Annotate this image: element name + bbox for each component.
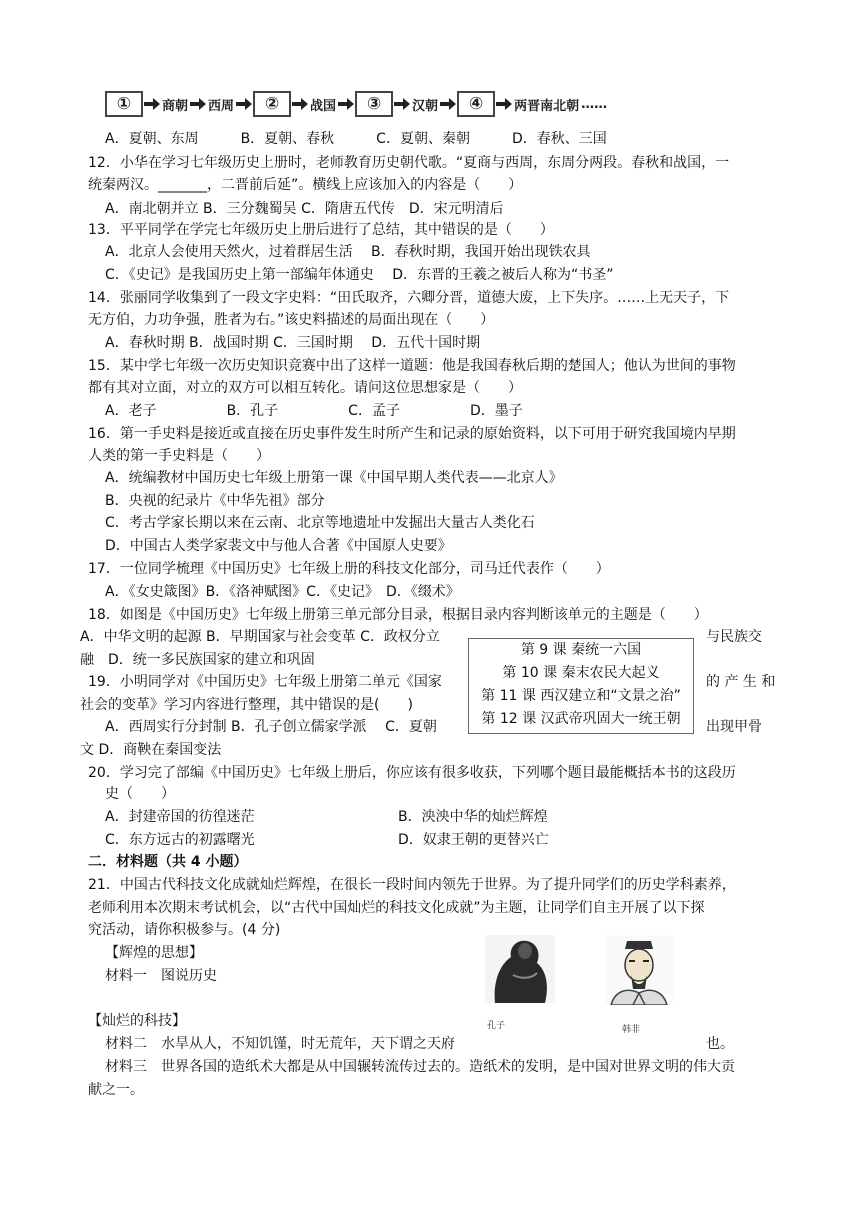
arrow-right-icon bbox=[144, 98, 160, 110]
arrow-right-icon bbox=[236, 98, 252, 110]
q19-options-left: A．西周实行分封制 B．孔子创立儒家学派 C．夏朝 bbox=[105, 719, 437, 735]
catalog-row: 第 12 课 汉武帝巩固大一统王朝 bbox=[481, 711, 681, 727]
confucius-caption: 孔子 bbox=[487, 1021, 506, 1031]
q20-option-a: A．封建帝国的彷徨迷茫 bbox=[105, 809, 255, 825]
catalog-row: 第 10 课 秦末农民大起义 bbox=[502, 665, 660, 681]
q14-stem-line2: 无方伯，力功争强，胜者为右。”该史料描述的局面出现在（ ） bbox=[88, 312, 495, 328]
arrow-right-icon bbox=[338, 98, 354, 110]
q20-stem-line1: 20．学习完了部编《中国历史》七年级上册后，你应该有很多收获，下列哪个题目最能概括本书的这段历 bbox=[88, 765, 736, 781]
flow-blank-4: ④ bbox=[457, 91, 495, 117]
flow-jin-nanbei: 两晋南北朝 bbox=[514, 98, 580, 114]
dynasty-flow-chart bbox=[105, 91, 608, 117]
q12-options: A．南北朝并立 B．三分魏蜀吴 C．隋唐五代传 D．宋元明清后 bbox=[105, 201, 504, 217]
flow-ellipsis: …… bbox=[581, 96, 608, 112]
q15-stem-line1: 15．某中学七年级一次历史知识竞赛中出了这样一道题：他是我国春秋后期的楚国人；他认为世间的事物 bbox=[88, 358, 736, 374]
unit-catalog-box bbox=[468, 638, 694, 734]
q14-options: A．春秋时期 B．战国时期 C．三国时期 D．五代十国时期 bbox=[105, 335, 481, 351]
q21-stem-line3: 究活动，请你积极参与。(4 分) bbox=[88, 922, 281, 938]
q21-heading-thought: 【辉煌的思想】 bbox=[105, 945, 203, 961]
section-title: 二．材料题（共 4 小题） bbox=[88, 854, 248, 870]
flow-han: 汉朝 bbox=[412, 98, 439, 114]
catalog-row: 第 11 课 西汉建立和“文景之治” bbox=[481, 688, 681, 704]
q13-stem: 13．平平同学在学完七年级历史上册后进行了总结，其中错误的是（ ） bbox=[88, 222, 554, 238]
flow-shang: 商朝 bbox=[162, 98, 189, 114]
q20-stem-line2: 史（ ） bbox=[105, 786, 175, 802]
q11-options: A．夏朝、东周 B．夏朝、春秋 C．夏朝、秦朝 D．春秋、三国 bbox=[105, 131, 607, 147]
q18-options-right: 与民族交 bbox=[706, 629, 762, 645]
confucius-portrait-image bbox=[485, 935, 555, 1003]
hanfei-portrait-image bbox=[605, 935, 673, 1005]
q21-stem-line1: 21．中国古代科技文化成就灿烂辉煌，在很长一段时间内领先于世界。为了提升同学们的历史学科素养， bbox=[88, 877, 736, 893]
arrow-right-icon bbox=[190, 98, 206, 110]
q21-material2-right: 也。 bbox=[706, 1036, 734, 1052]
q20-option-c: C．东方远古的初露曙光 bbox=[105, 832, 255, 848]
q20-option-d: D．奴隶王朝的更替兴亡 bbox=[398, 832, 549, 848]
q21-heading-tech: 【灿烂的科技】 bbox=[88, 1013, 186, 1029]
q21-material3-line1: 材料三 世界各国的造纸术大都是从中国辗转流传过去的。造纸术的发明，是中国对世界文明的伟大贡 bbox=[105, 1059, 735, 1075]
q19-options-right: 出现甲骨 bbox=[706, 719, 762, 735]
q16-option-b: B．央视的纪录片《中华先祖》部分 bbox=[105, 493, 325, 509]
q19-stem-line2: 社会的变革》学习内容进行整理，其中错误的是( ) bbox=[80, 697, 413, 713]
q16-option-a: A．统编教材中国历史七年级上册第一课《中国早期人类代表——北京人》 bbox=[105, 470, 563, 486]
q17-options: A．《女史箴图》B．《洛神赋图》C．《史记》 D．《缀术》 bbox=[105, 584, 460, 600]
q21-material2-left: 材料二 水旱从人，不知饥馑，时无荒年，天下谓之天府 bbox=[105, 1036, 455, 1052]
q19-stem-line1-right: 的 产 生 和 bbox=[706, 674, 776, 690]
flow-xizhou: 西周 bbox=[208, 98, 235, 114]
q13-options-ab: A．北京人会使用天然火，过着群居生活 B．春秋时期，我国开始出现铁农具 bbox=[105, 244, 591, 260]
q13-options-cd: C．《史记》是我国历史上第一部编年体通史 D．东晋的王羲之被后人称为“书圣” bbox=[105, 267, 614, 283]
q21-stem-line2: 老师利用本次期末考试机会，以“古代中国灿烂的科技文化成就”为主题，让同学们自主开展了以下探 bbox=[88, 900, 705, 916]
q14-stem-line1: 14．张丽同学收集到了一段文字史料：“田氏取齐，六卿分晋，道德大废，上下失序。……上无天子，下 bbox=[88, 290, 730, 306]
q16-stem-line1: 16．第一手史料是接近或直接在历史事件发生时所产生和记录的原始资料，以下可用于研究我国境内早期 bbox=[88, 426, 736, 442]
arrow-right-icon bbox=[394, 98, 410, 110]
arrow-right-icon bbox=[440, 98, 456, 110]
arrow-right-icon bbox=[292, 98, 308, 110]
q18-stem: 18．如图是《中国历史》七年级上册第三单元部分目录，根据目录内容判断该单元的主题是（ ） bbox=[88, 607, 708, 623]
q19-options-line2: 文 D．商鞅在秦国变法 bbox=[80, 742, 222, 758]
q15-options: A．老子 B．孔子 C．孟子 D．墨子 bbox=[105, 403, 523, 419]
q16-option-c: C．考古学家长期以来在云南、北京等地遗址中发掘出大量古人类化石 bbox=[105, 515, 535, 531]
arrow-right-icon bbox=[496, 98, 512, 110]
q15-stem-line2: 都有其对立面，对立的双方可以相互转化。请问这位思想家是（ ） bbox=[88, 380, 522, 396]
catalog-row: 第 9 课 秦统一六国 bbox=[520, 642, 642, 658]
q21-material1: 材料一 图说历史 bbox=[105, 968, 217, 984]
q16-stem-line2: 人类的第一手史料是（ ） bbox=[88, 448, 270, 464]
q12-stem-line2: 统秦两汉。_______，二晋前后延”。横线上应该加入的内容是（ ） bbox=[88, 177, 523, 193]
q18-options-line2: 融 D．统一多民族国家的建立和巩固 bbox=[80, 652, 315, 668]
q16-option-d: D．中国古人类学家裴文中与他人合著《中国原人史要》 bbox=[105, 538, 452, 554]
flow-blank-1: ① bbox=[105, 91, 143, 117]
q19-stem-line1-left: 19．小明同学对《中国历史》七年级上册第二单元《国家 bbox=[88, 674, 442, 690]
flow-blank-3: ③ bbox=[355, 91, 393, 117]
flow-zhanguo: 战国 bbox=[310, 98, 337, 114]
q18-options-left: A．中华文明的起源 B．早期国家与社会变革 C．政权分立 bbox=[80, 629, 440, 645]
q17-stem: 17．一位同学梳理《中国历史》七年级上册的科技文化部分，司马迁代表作（ ） bbox=[88, 561, 610, 577]
hanfei-caption: 韩非 bbox=[622, 1025, 641, 1035]
flow-blank-2: ② bbox=[253, 91, 291, 117]
q12-stem-line1: 12．小华在学习七年级历史上册时，老师教育历史朝代歌。“夏商与西周，东周分两段。春秋和战国，一 bbox=[88, 155, 730, 171]
q20-option-b: B．泱泱中华的灿烂辉煌 bbox=[398, 809, 548, 825]
q21-material3-line2: 献之一。 bbox=[88, 1082, 144, 1098]
